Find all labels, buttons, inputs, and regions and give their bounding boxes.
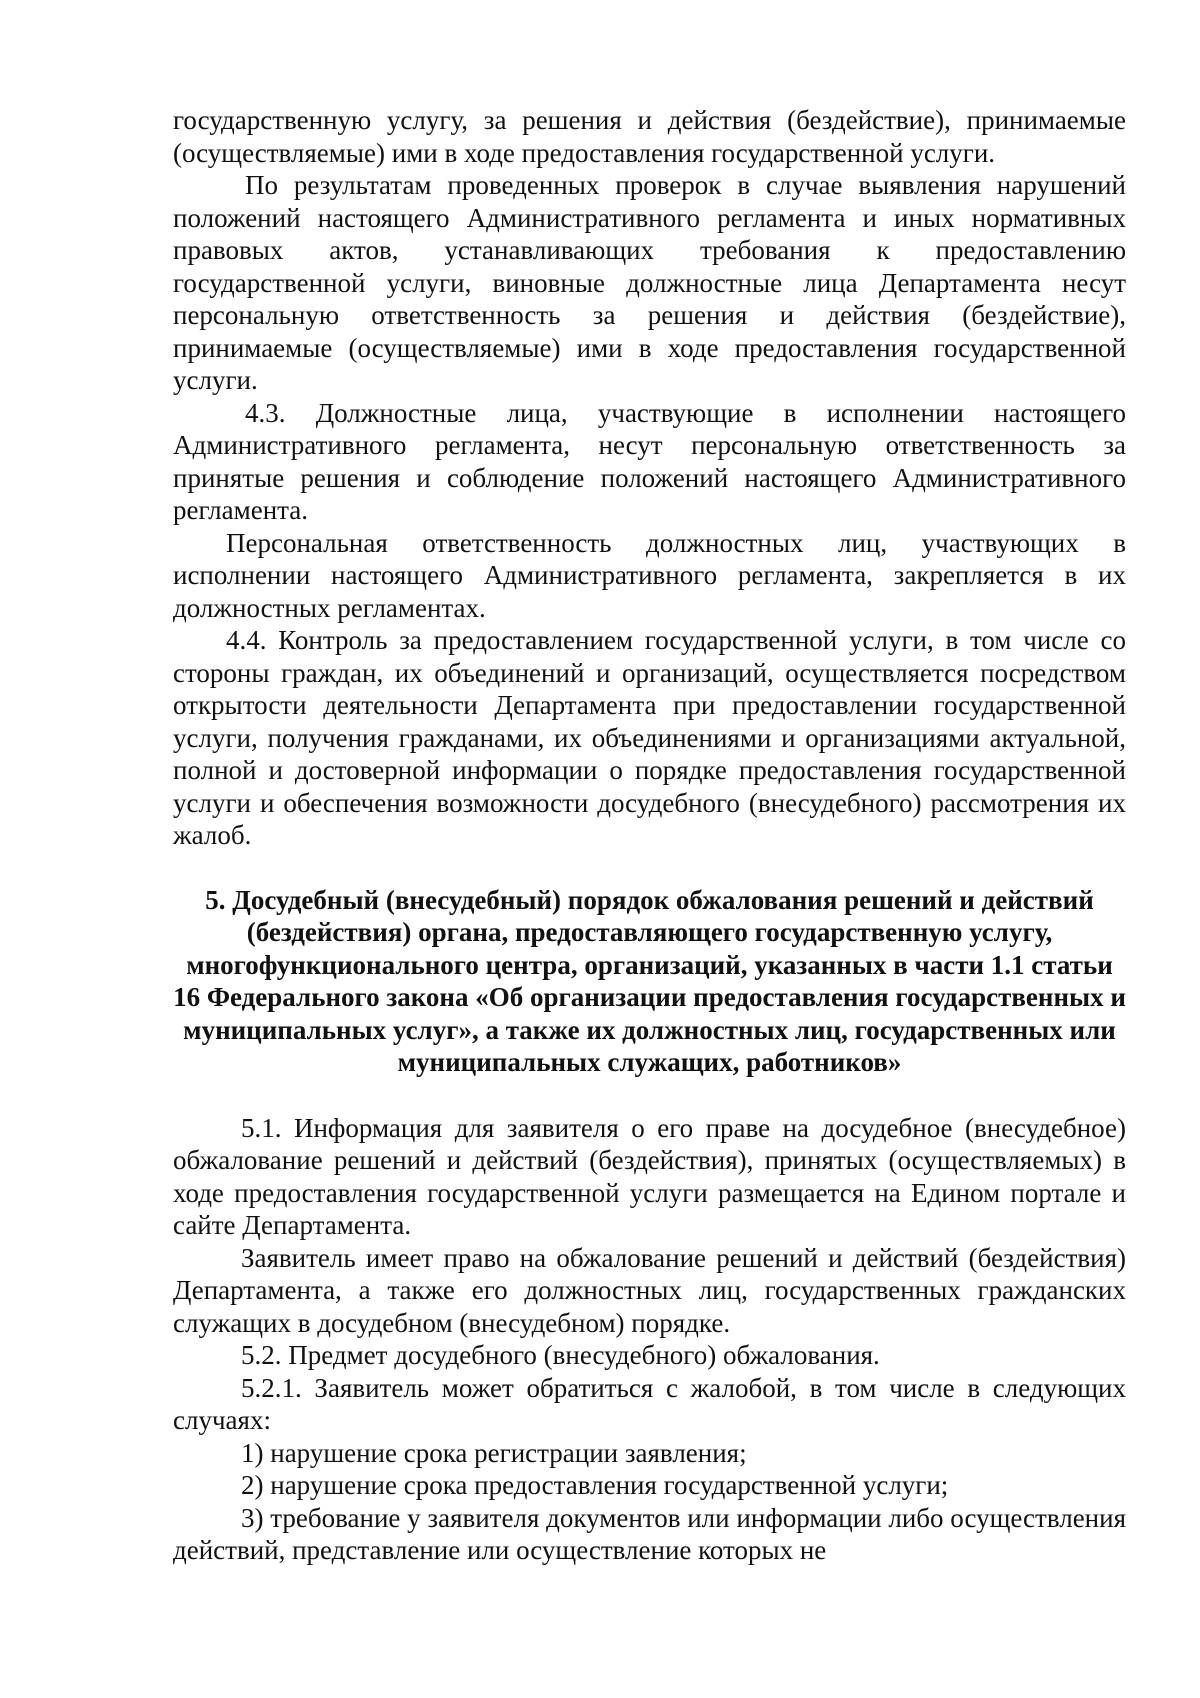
list-item: 3) требование у заявителя документов или информации либо осуществления действий, представление или осуществление которых не bbox=[173, 1502, 1126, 1565]
paragraph: государственную услугу, за решения и действия (бездействие), принимаемые (осуществляемые) ими в ходе предоставления государственной услуги. bbox=[173, 105, 1126, 168]
paragraph: По результатам проведенных проверок в случае выявления нарушений положений настоящего Административного регламента и иных нормативных правовых актов, устанавливающих требования к предоставлению государственной услуги, виновные должностные лица Департамента несут персональную ответственность за решения и действия (бездействие), принимаемые (осуществляемые) ими в ходе предоставления государственной услуги. bbox=[173, 170, 1126, 395]
paragraph: 5.2.1. Заявитель может обратиться с жалобой, в том числе в следующих случаях: bbox=[173, 1372, 1126, 1435]
paragraph: 4.4. Контроль за предоставлением государственной услуги, в том числе со стороны граждан, их объединений и организаций, осуществляется посредством открытости деятельности Департамента при предоставлении государственной услуги, получения гражданами, их объединениями и организациями актуальной, полной и достоверной информации о порядке предоставления государственной услуги и обеспечения возможности досудебного (внесудебного) рассмотрения их жалоб. bbox=[173, 625, 1126, 850]
paragraph: Персональная ответственность должностных лиц, участвующих в исполнении настоящего Административного регламента, закрепляется в их должностных регламентах. bbox=[173, 527, 1126, 623]
paragraph: 5.2. Предмет досудебного (внесудебного) обжалования. bbox=[241, 1340, 880, 1370]
section-heading: 5. Досудебный (внесудебный) порядок обжалования решений и действий (бездействия) органа, предоставляющего государственную услугу, многофункционального центра, организаций, указанных в части 1.1 статьи 16 Федерального закона «Об организации предоставления государственных и муниципальных услуг», а также их должностных лиц, государственных или муниципальных служащих, работников» bbox=[173, 884, 1126, 1077]
paragraph: 4.3. Должностные лица, участвующие в исполнении настоящего Административного регламента, несут персональную ответственность за принятые решения и соблюдение положений настоящего Административного регламента. bbox=[173, 397, 1126, 525]
list-item: 2) нарушение срока предоставления государственной услуги; bbox=[241, 1470, 949, 1500]
paragraph: Заявитель имеет право на обжалование решений и действий (бездействия) Департамента, а также его должностных лиц, государственных гражданских служащих в досудебном (внесудебном) порядке. bbox=[173, 1242, 1126, 1338]
list-item: 1) нарушение срока регистрации заявления; bbox=[241, 1437, 747, 1468]
document-page bbox=[173, 104, 1126, 1567]
paragraph: 5.1. Информация для заявителя о его праве на досудебное (внесудебное) обжалование решений и действий (бездействия), принятых (осуществляемых) в ходе предоставления государственной услуги размещается на Едином портале и сайте Департамента. bbox=[173, 1112, 1126, 1240]
